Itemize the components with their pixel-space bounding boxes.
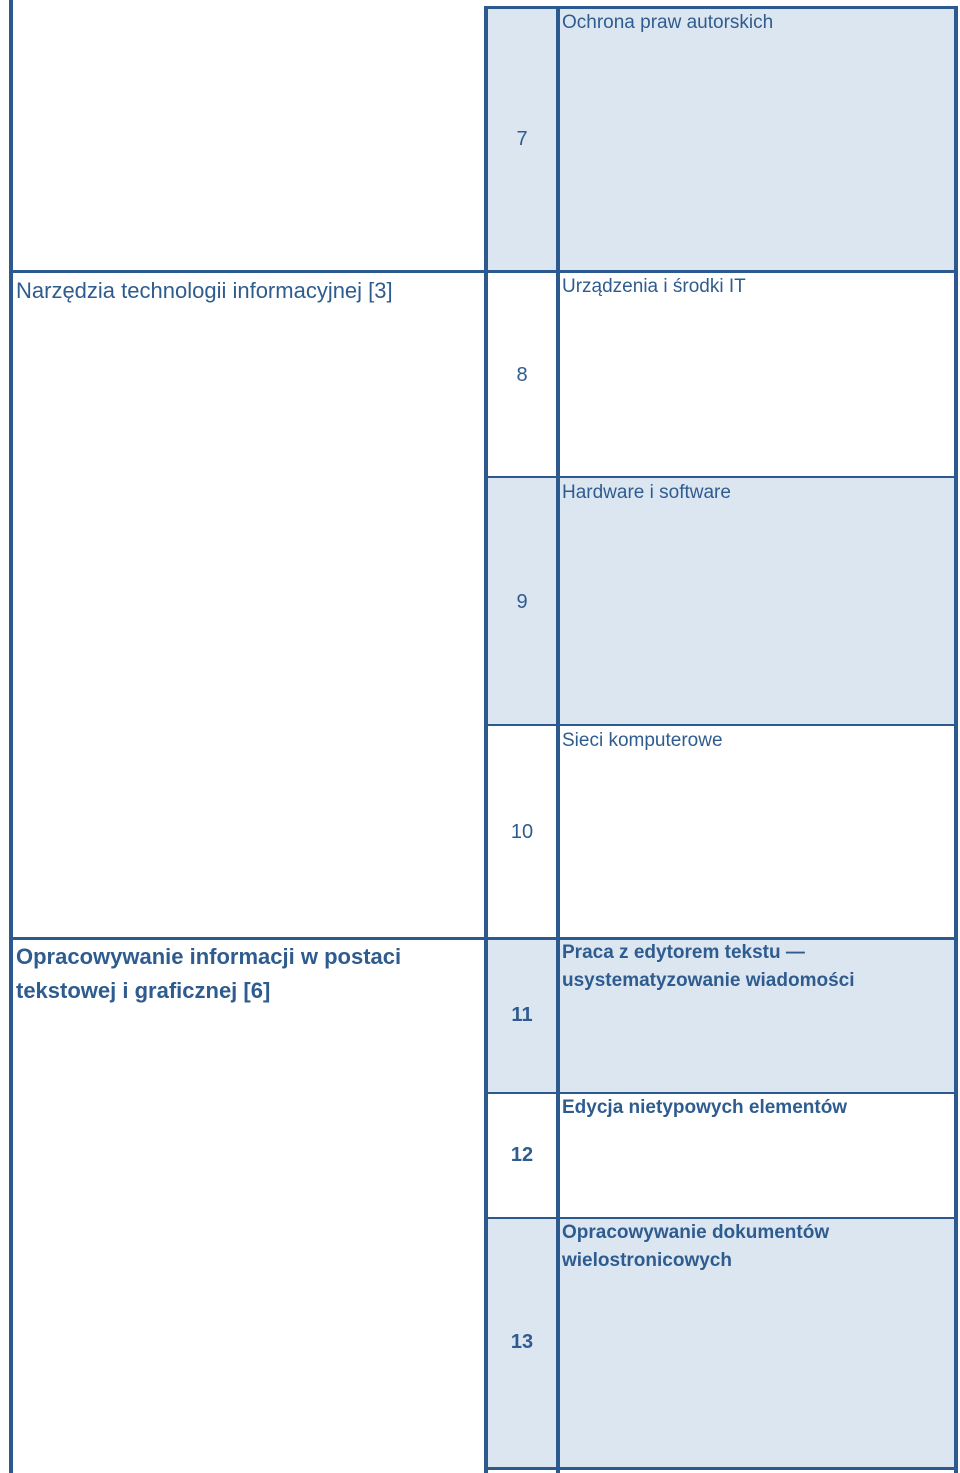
lesson-topic: Edycja nietypowych elementów (562, 1097, 848, 1118)
lesson-topic: Praca z edytorem tekstu — usystematyzowanie wiadomości (562, 942, 855, 991)
lesson-number: 11 (511, 1004, 533, 1026)
topic-column-border (556, 6, 560, 1473)
lesson-number: 12 (510, 1144, 534, 1166)
row-10-top-border (484, 724, 958, 726)
lesson-topic: Sieci komputerowe (562, 730, 723, 751)
lesson-number: 7 (516, 128, 528, 150)
lesson-topic: Opracowywanie dokumentów wielostronicowych (562, 1222, 830, 1271)
lesson-number: 8 (516, 364, 528, 386)
section-title: Opracowywanie informacji w postaci tekstowej i graficznej [6] (16, 944, 402, 1003)
lesson-number: 13 (510, 1331, 534, 1353)
row-9-top-border (484, 476, 958, 478)
lesson-number: 10 (510, 821, 534, 843)
bottom-border (484, 1467, 958, 1470)
lesson-topic: Urządzenia i środki IT (562, 276, 746, 297)
lesson-number: 9 (516, 591, 528, 613)
lesson-topic: Hardware i software (562, 482, 731, 503)
number-column-border (484, 6, 488, 1473)
section-title: Narzędzia technologii informacyjnej [3] (16, 278, 393, 303)
right-border (954, 6, 958, 1473)
left-border (9, 0, 13, 1473)
lesson-topic: Ochrona praw autorskich (562, 12, 774, 33)
